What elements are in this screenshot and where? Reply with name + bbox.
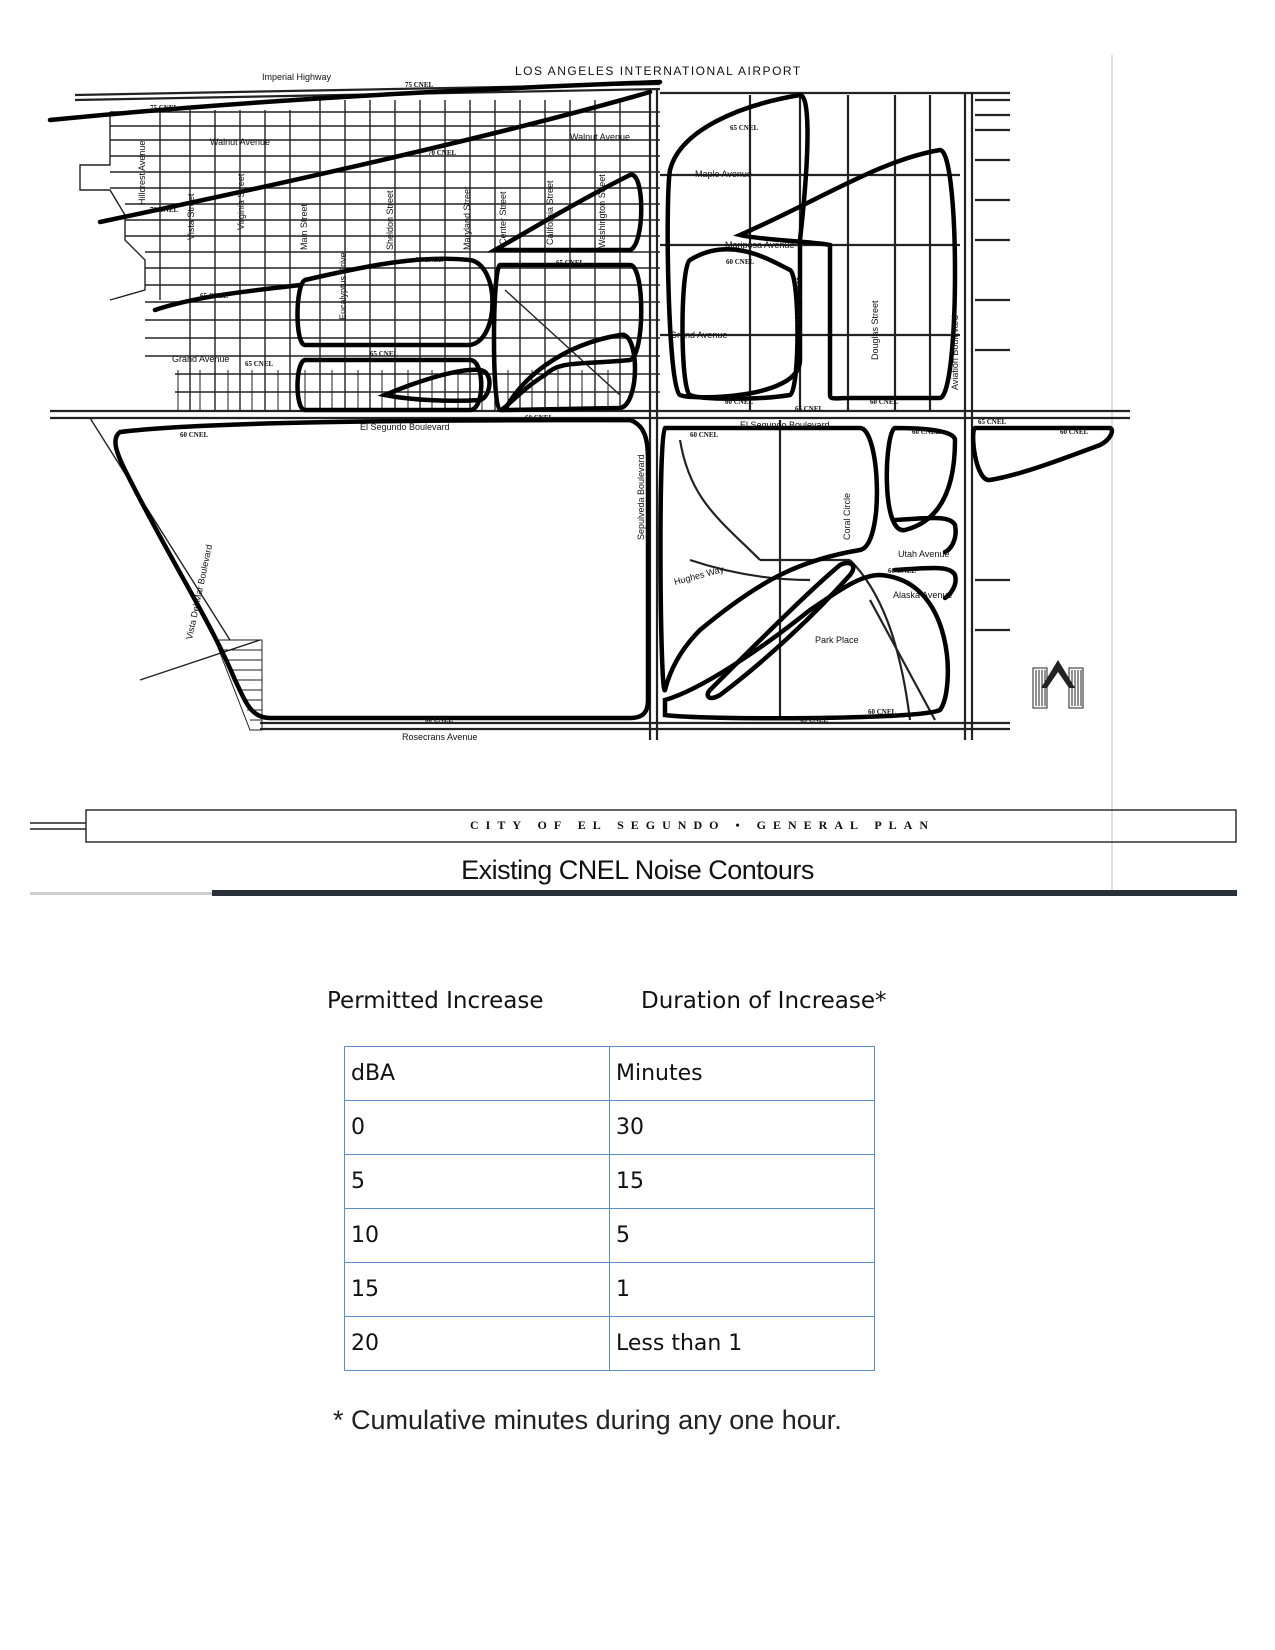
label-main: Main Street bbox=[299, 203, 309, 250]
cnel-label: 65 CNEL bbox=[556, 259, 585, 267]
cnel-label: 60 CNEL bbox=[690, 431, 719, 439]
label-douglas: Douglas Street bbox=[870, 300, 880, 360]
cnel-label: 65 CNEL bbox=[415, 256, 444, 264]
contour-60-cnel-east-inner bbox=[683, 249, 798, 399]
table-cell: 15 bbox=[345, 1263, 610, 1317]
table-header-row bbox=[345, 1047, 875, 1101]
cnel-label: 65 CNEL bbox=[245, 360, 274, 368]
table-cell: 20 bbox=[345, 1317, 610, 1371]
map-caption: Existing CNEL Noise Contours bbox=[461, 855, 814, 885]
caption-underbar-left bbox=[30, 892, 212, 895]
table-cell: 30 bbox=[610, 1101, 875, 1155]
contour-65-cnel-east-wedge bbox=[973, 428, 1112, 480]
label-walnut-west: Walnut Avenue bbox=[210, 137, 271, 147]
table-footnote: * Cumulative minutes during any one hour. bbox=[333, 1405, 842, 1435]
label-grand-east: Grand Avenue bbox=[670, 330, 728, 340]
table-cell: 5 bbox=[345, 1155, 610, 1209]
label-airport: LOS ANGELES INTERNATIONAL AIRPORT bbox=[515, 64, 802, 78]
label-sepulveda: Sepulveda Boulevard bbox=[636, 454, 646, 540]
table-row bbox=[345, 1155, 875, 1209]
cnel-label: 65 CNEL bbox=[978, 418, 1007, 426]
label-vista: Vista Street bbox=[186, 193, 196, 240]
label-utah-avenue: Utah Avenue bbox=[898, 549, 950, 559]
table-cell: 1 bbox=[610, 1263, 875, 1317]
label-center: Center Street bbox=[498, 191, 508, 245]
cnel-label: 75 CNEL bbox=[405, 81, 434, 89]
north-arrow-icon bbox=[1033, 660, 1083, 708]
label-el-segundo-west: El Segundo Boulevard bbox=[360, 422, 450, 432]
cnel-label: 65 CNEL bbox=[370, 350, 399, 358]
label-hughes-way: Hughes Way bbox=[672, 564, 725, 587]
label-virginia: Virginia Street bbox=[236, 173, 246, 230]
label-washington: Washington Street bbox=[597, 174, 607, 248]
cnel-label: 60 CNEL bbox=[1060, 428, 1089, 436]
cnel-label: 60 CNEL bbox=[725, 398, 754, 406]
caption-underbar bbox=[212, 890, 1237, 896]
label-nash: Nash Street bbox=[794, 277, 804, 325]
cnel-label: 65 CNEL bbox=[795, 405, 824, 413]
cnel-label: 60 CNEL bbox=[425, 716, 454, 724]
cnel-label: 70 CNEL bbox=[150, 206, 179, 214]
table-row bbox=[345, 1101, 875, 1155]
label-imperial-highway: Imperial Highway bbox=[262, 72, 332, 82]
cnel-label: 75 CNEL bbox=[150, 104, 179, 112]
label-rosecrans: Rosecrans Avenue bbox=[402, 732, 478, 742]
cnel-label: 60 CNEL bbox=[912, 428, 941, 436]
plan-band-title: CITY OF EL SEGUNDO • GENERAL PLAN bbox=[470, 818, 936, 832]
label-el-segundo-east: El Segundo Boulevard bbox=[740, 420, 830, 430]
cnel-label: 60 CNEL bbox=[726, 258, 755, 266]
cnel-label: 60 CNEL bbox=[868, 708, 897, 716]
table-cell: 5 bbox=[610, 1209, 875, 1263]
noise-increase-table bbox=[344, 1046, 875, 1371]
cnel-label: 60 CNEL bbox=[180, 431, 209, 439]
table-cell: 0 bbox=[345, 1101, 610, 1155]
label-maryland: Maryland Street bbox=[462, 186, 472, 250]
table-row bbox=[345, 1209, 875, 1263]
table-cell: Minutes bbox=[610, 1047, 875, 1101]
label-grand-west: Grand Avenue bbox=[172, 354, 230, 364]
table-row bbox=[345, 1317, 875, 1371]
table-row bbox=[345, 1263, 875, 1317]
cnel-contours bbox=[50, 82, 1112, 718]
cnel-label: 70 CNEL bbox=[428, 149, 457, 157]
cnel-label: 65 CNEL bbox=[730, 124, 759, 132]
contour-60-cnel-east-small bbox=[887, 428, 955, 530]
label-aviation: Aviation Boulevard bbox=[950, 315, 960, 390]
table-cell: Less than 1 bbox=[610, 1317, 875, 1371]
cnel-label: 60 CNEL bbox=[888, 567, 917, 575]
map-frame bbox=[30, 55, 1238, 895]
header-permitted-increase: Permitted Increase bbox=[327, 988, 544, 1014]
cnel-label: 65 CNEL bbox=[800, 716, 829, 724]
main-roads bbox=[50, 84, 1130, 740]
table-cell: 15 bbox=[610, 1155, 875, 1209]
label-walnut-east: Walnut Avenue bbox=[570, 132, 631, 142]
label-mariposa: Mariposa Avenue bbox=[725, 240, 795, 250]
label-park-place: Park Place bbox=[815, 635, 859, 645]
table-cell: 10 bbox=[345, 1209, 610, 1263]
label-california: California Street bbox=[545, 180, 555, 245]
label-vista-del-mar: Vista Del Mar Boulevard bbox=[184, 543, 215, 641]
label-hillcrest: Hillcrest Avenue bbox=[137, 140, 147, 205]
header-duration-of-increase: Duration of Increase* bbox=[641, 988, 887, 1014]
cnel-label: 65 CNEL bbox=[200, 292, 229, 300]
cnel-label: 60 CNEL bbox=[870, 398, 899, 406]
label-coral-circle: Coral Circle bbox=[842, 492, 852, 540]
table-cell: dBA bbox=[345, 1047, 610, 1101]
label-alaska-avenue: Alaska Avenue bbox=[893, 590, 953, 600]
label-eucalyptus: Eucalyptus Drive bbox=[338, 252, 348, 320]
label-sheldon: Sheldon Street bbox=[385, 190, 395, 250]
label-maple: Maple Avenue bbox=[695, 169, 752, 179]
cnel-label: 60 CNEL bbox=[525, 414, 554, 422]
contour-60-cnel-west-big bbox=[115, 420, 648, 718]
